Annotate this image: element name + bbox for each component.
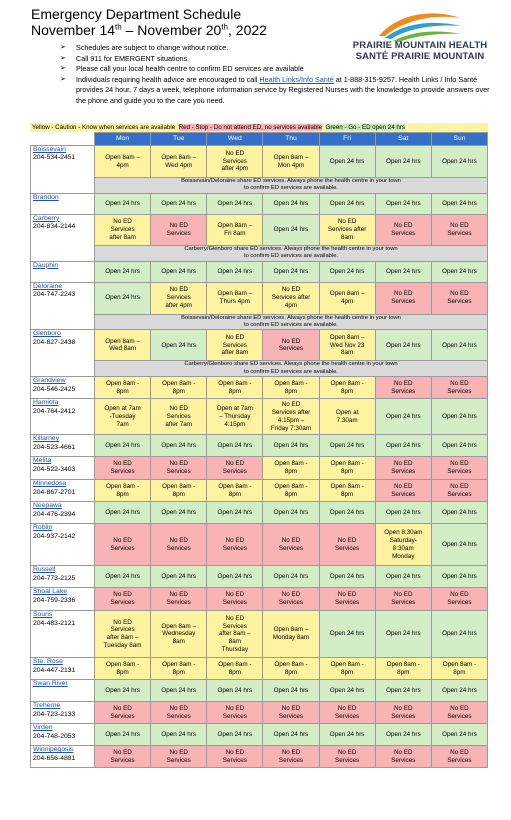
site-row <box>31 480 488 502</box>
schedule-cell: No ED Services <box>95 457 151 480</box>
schedule-cell: Open 24 hrs <box>95 724 151 746</box>
schedule-cell: Open 24 hrs <box>375 502 431 524</box>
shared-services-note: Boissevain/Deloraine share ED services. Always phone the health centre in your town to confirm ED services are available. <box>95 314 488 330</box>
schedule-cell: Open 24 hrs <box>375 724 431 746</box>
schedule-cell: Open 8am – 4pm <box>319 282 375 314</box>
site-name-link[interactable]: Treherne <box>33 702 61 710</box>
schedule-cell: No ED Services <box>431 702 487 724</box>
schedule-cell: Open 24 hrs <box>375 399 431 435</box>
schedule-cell: Open 8am - 8pm <box>151 377 207 399</box>
site-row <box>31 611 488 658</box>
day-header: Sun <box>431 133 487 146</box>
site-name-link[interactable]: Minnedosa <box>33 480 67 488</box>
site-phone: 204-773-2125 <box>33 574 76 582</box>
logo-text-fr: SANTÉ PRAIRIE MOUNTAIN <box>355 51 485 62</box>
schedule-cell: Open 8am – Wed 4pm <box>151 146 207 178</box>
site-cell <box>31 524 95 566</box>
arrow-bullet-icon: ➢ <box>60 44 66 51</box>
site-name-link[interactable]: Shoal Lake <box>33 588 68 596</box>
schedule-cell: No ED Services <box>207 702 263 724</box>
schedule-cell: No ED Services <box>375 480 431 502</box>
schedule-cell: No ED Services <box>151 746 207 768</box>
schedule-cell: Open at 7am – Thursday 4:15pm <box>207 399 263 435</box>
schedule-cell: Open 24 hrs <box>319 502 375 524</box>
schedule-cell: No ED Services <box>319 588 375 611</box>
schedule-cell: Open 24 hrs <box>431 680 487 702</box>
site-cell <box>31 588 95 611</box>
schedule-cell: No ED Services <box>375 214 431 245</box>
schedule-cell: Open 24 hrs <box>207 566 263 588</box>
site-row <box>31 524 488 566</box>
schedule-cell: Open 24 hrs <box>151 435 207 457</box>
schedule-cell: Open 24 hrs <box>151 193 207 214</box>
site-phone: 204-522-3403 <box>33 465 76 473</box>
schedule-cell: Open 8am - 8pm <box>431 658 487 680</box>
schedule-cell: Open 24 hrs <box>207 435 263 457</box>
site-cell <box>31 377 95 399</box>
schedule-cell: No ED Services <box>263 330 319 361</box>
site-name-link[interactable]: Carberry <box>33 214 60 222</box>
site-name-link[interactable]: Dauphin <box>33 261 59 269</box>
schedule-cell: Open 24 hrs <box>95 435 151 457</box>
site-row <box>31 724 488 746</box>
schedule-cell: Open 8am - 8pm <box>207 377 263 399</box>
arrow-bullet-icon: ➢ <box>60 54 66 62</box>
schedule-cell: No ED Services <box>151 588 207 611</box>
site-row <box>31 457 488 480</box>
schedule-cell: Open 24 hrs <box>95 680 151 702</box>
site-cell <box>31 193 95 214</box>
schedule-cell: Open 8am – Wed Nov 23 8am <box>319 330 375 361</box>
schedule-cell: No ED Services <box>151 457 207 480</box>
schedule-cell: Open 8am - 8pm <box>319 457 375 480</box>
schedule-cell: No ED Services <box>431 377 487 399</box>
schedule-cell: No ED Services <box>263 588 319 611</box>
schedule-cell: Open 24 hrs <box>431 724 487 746</box>
schedule-cell: Open 24 hrs <box>151 502 207 524</box>
schedule-cell: Open 24 hrs <box>263 502 319 524</box>
schedule-cell: No ED Services <box>375 746 431 768</box>
schedule-cell: Open 24 hrs <box>263 214 319 245</box>
site-row <box>31 502 488 524</box>
site-row <box>31 702 488 724</box>
schedule-cell: No ED Services <box>375 282 431 314</box>
schedule-cell: No ED Services <box>431 214 487 245</box>
schedule-cell: Open 24 hrs <box>375 193 431 214</box>
shared-services-row <box>31 178 488 194</box>
schedule-cell: Open 8am – Thurs 4pm <box>207 282 263 314</box>
schedule-cell: Open 24 hrs <box>431 435 487 457</box>
site-name-link[interactable]: Brandon <box>33 193 59 201</box>
schedule-cell: Open 24 hrs <box>375 146 431 178</box>
schedule-cell: Open 8am - 8pm <box>319 377 375 399</box>
schedule-cell: No ED Services <box>263 746 319 768</box>
site-phone: 204-523-4661 <box>33 443 76 451</box>
site-phone: 204-747-2243 <box>33 291 76 299</box>
shared-services-row <box>31 245 488 261</box>
schedule-cell: Open 24 hrs <box>263 566 319 588</box>
schedule-cell: Open 24 hrs <box>319 680 375 702</box>
schedule-cell: Open 8am - 8pm <box>207 480 263 502</box>
schedule-cell: Open 24 hrs <box>375 435 431 457</box>
site-row <box>31 566 488 588</box>
schedule-cell: Open 24 hrs <box>431 399 487 435</box>
schedule-cell: Open 8:30am Saturday- 8:30am Monday <box>375 524 431 566</box>
color-legend <box>30 123 488 132</box>
schedule-cell: No ED Services <box>151 702 207 724</box>
site-row <box>31 588 488 611</box>
schedule-cell: Open 24 hrs <box>207 261 263 282</box>
site-phone: 204-748-2053 <box>33 732 76 740</box>
site-row <box>31 330 488 361</box>
schedule-cell: Open 8am – Wednesday 8am <box>151 611 207 658</box>
schedule-cell: Open 24 hrs <box>319 566 375 588</box>
site-cell <box>31 702 95 724</box>
arrow-bullet-icon: ➢ <box>60 65 66 73</box>
legend-red: Red - Stop - Do not attend ED, no services available <box>178 124 323 131</box>
arrow-bullet-icon: ➢ <box>60 75 66 83</box>
day-header: Tue <box>151 133 207 146</box>
site-name-link[interactable]: Russell <box>33 566 56 574</box>
site-name-link[interactable]: Glenboro <box>33 330 61 338</box>
swoosh-logo-icon <box>375 8 465 42</box>
schedule-cell: Open 8am – Wed 8am <box>95 330 151 361</box>
schedule-cell: No ED Services after 4pm <box>207 146 263 178</box>
schedule-cell: Open 24 hrs <box>375 261 431 282</box>
shared-services-note: Carberry/Glenboro share ED services. Always phone the health centre in your town to confirm ED services are available. <box>95 245 488 261</box>
schedule-cell: Open 24 hrs <box>263 193 319 214</box>
site-phone: 204-827-2438 <box>33 338 76 346</box>
schedule-cell: Open 24 hrs <box>207 193 263 214</box>
legend-green: Green - Go - ED open 24 hrs <box>325 124 405 131</box>
schedule-cell: Open 24 hrs <box>319 261 375 282</box>
schedule-cell: Open 24 hrs <box>431 566 487 588</box>
site-row <box>31 193 488 214</box>
schedule-cell: No ED Services <box>431 746 487 768</box>
site-cell <box>31 330 95 377</box>
notice-item: ➢ Individuals requiring health advice are encouraged to call Health Links/Info Santé at 1-888-315-9257. Health Links / Info Santé provides 24 hour, 7 days a week, telephone information service by Registered Nurses with the knowledge to provide answers over the phone and guide you to the care you need. <box>60 74 490 105</box>
site-phone: 204-867-2701 <box>33 488 76 496</box>
schedule-cell: Open 24 hrs <box>319 193 375 214</box>
schedule-cell: No ED Services after 8am <box>95 214 151 245</box>
schedule-cell: No ED Services <box>375 457 431 480</box>
schedule-cell: No ED Services <box>151 524 207 566</box>
site-name-link[interactable]: Roblin <box>33 524 53 532</box>
schedule-cell: Open 8am – 4pm <box>95 146 151 178</box>
schedule-cell: Open 8am - 8pm <box>95 377 151 399</box>
site-cell <box>31 680 95 702</box>
day-header: Wed <box>207 133 263 146</box>
site-name-link[interactable]: Ste. Rose <box>33 658 63 666</box>
schedule-cell: Open 8am - 8pm <box>95 480 151 502</box>
site-cell <box>31 480 95 502</box>
site-name-link[interactable]: Swan River <box>33 680 68 688</box>
schedule-cell: Open 24 hrs <box>431 611 487 658</box>
site-row <box>31 377 488 399</box>
site-name-link[interactable]: Melita <box>33 457 52 465</box>
day-header: Mon <box>95 133 151 146</box>
site-row <box>31 658 488 680</box>
site-cell <box>31 502 95 524</box>
schedule-cell: Open 24 hrs <box>207 680 263 702</box>
schedule-cell: No ED Services after 4:15pm – Friday 7:30am <box>263 399 319 435</box>
shared-services-row <box>31 361 488 377</box>
schedule-cell: Open 24 hrs <box>319 146 375 178</box>
schedule-cell: No ED Services after 4pm <box>151 282 207 314</box>
schedule-cell: Open 24 hrs <box>431 330 487 361</box>
schedule-cell: Open 8am - 8pm <box>207 658 263 680</box>
day-header: Sat <box>375 133 431 146</box>
site-name-link[interactable]: Deloraine <box>33 282 63 290</box>
schedule-table <box>30 132 488 768</box>
notice-item: ➢ Schedules are subject to change without notice. <box>60 43 229 52</box>
schedule-cell: Open 24 hrs <box>431 524 487 566</box>
schedule-cell: Open 24 hrs <box>431 261 487 282</box>
schedule-cell: No ED Services after 8am – 8am Thursday <box>207 611 263 658</box>
site-row <box>31 746 488 768</box>
schedule-cell: Open at 7:30am <box>319 399 375 435</box>
site-row <box>31 282 488 314</box>
schedule-cell: Open 24 hrs <box>263 680 319 702</box>
schedule-cell: No ED Services after 8am <box>319 214 375 245</box>
site-name-link[interactable]: Souris <box>33 611 53 619</box>
schedule-cell: Open 24 hrs <box>319 724 375 746</box>
schedule-cell: No ED Services <box>263 702 319 724</box>
site-cell <box>31 457 95 480</box>
schedule-cell: Open 24 hrs <box>95 502 151 524</box>
schedule-cell: Open 24 hrs <box>95 282 151 314</box>
schedule-cell: Open 24 hrs <box>95 566 151 588</box>
site-cell <box>31 261 95 282</box>
site-cell <box>31 746 95 768</box>
site-cell <box>31 566 95 588</box>
corner-cell <box>31 133 95 146</box>
schedule-cell: No ED Services after 8am – Tuesday 8am <box>95 611 151 658</box>
schedule-cell: Open 8am - 8pm <box>151 658 207 680</box>
schedule-cell: Open 8am - 8pm <box>319 480 375 502</box>
schedule-cell: Open 8am - 8pm <box>263 377 319 399</box>
schedule-cell: Open 8am – Monday 8am <box>263 611 319 658</box>
schedule-cell: Open 24 hrs <box>431 146 487 178</box>
schedule-cell: Open 24 hrs <box>375 330 431 361</box>
date-range: November 14th – November 20th, 2022 <box>31 22 267 38</box>
schedule-cell: Open 8am - 8pm <box>263 480 319 502</box>
schedule-cell: No ED Services after 4pm <box>263 282 319 314</box>
schedule-cell: Open 24 hrs <box>151 566 207 588</box>
logo-text-en: PRAIRIE MOUNTAIN HEALTH <box>352 40 488 51</box>
schedule-cell: No ED Services <box>207 746 263 768</box>
notice-list <box>60 43 500 107</box>
schedule-cell: Open 24 hrs <box>95 193 151 214</box>
schedule-cell: No ED Services <box>319 746 375 768</box>
schedule-cell: Open 24 hrs <box>151 724 207 746</box>
schedule-cell: Open 8am - 8pm <box>263 658 319 680</box>
site-phone: 204-476-2394 <box>33 510 76 518</box>
schedule-cell: Open 8am - 8pm <box>263 457 319 480</box>
schedule-cell: No ED Services <box>263 524 319 566</box>
schedule-cell: No ED Services <box>95 588 151 611</box>
schedule-cell: No ED Services <box>207 588 263 611</box>
site-name-link[interactable]: Killarney <box>33 435 60 443</box>
schedule-cell: Open 24 hrs <box>319 611 375 658</box>
schedule-cell: Open 24 hrs <box>375 680 431 702</box>
schedule-cell: No ED Services <box>431 480 487 502</box>
schedule-cell: Open 24 hrs <box>375 566 431 588</box>
schedule-cell: Open 24 hrs <box>263 261 319 282</box>
schedule-cell: No ED Services <box>151 214 207 245</box>
schedule-cell: No ED Services <box>207 457 263 480</box>
site-name-link[interactable]: Boissevain <box>33 146 66 153</box>
schedule-cell: Open 8am – Fri 8am <box>207 214 263 245</box>
site-phone: 204-937-2142 <box>33 532 76 540</box>
schedule-cell: No ED Services <box>375 588 431 611</box>
site-cell <box>31 724 95 746</box>
page-title: Emergency Department Schedule <box>31 6 242 22</box>
schedule-cell: No ED Services <box>375 702 431 724</box>
schedule-cell: Open 24 hrs <box>151 680 207 702</box>
site-phone: 204-759-2336 <box>33 596 76 604</box>
schedule-cell: Open 24 hrs <box>151 330 207 361</box>
site-phone: 204-546-2425 <box>33 385 76 393</box>
site-row <box>31 435 488 457</box>
site-phone: 204-834-2144 <box>33 223 76 231</box>
schedule-cell: No ED Services <box>431 588 487 611</box>
schedule-cell: No ED Services <box>319 702 375 724</box>
day-header: Thu <box>263 133 319 146</box>
site-cell <box>31 282 95 330</box>
schedule-cell: No ED Services <box>319 524 375 566</box>
schedule-cell: Open 8am – Mon 4pm <box>263 146 319 178</box>
site-row <box>31 680 488 702</box>
schedule-cell: Open 8am - 8pm <box>95 658 151 680</box>
day-header: Fri <box>319 133 375 146</box>
schedule-cell: Open 24 hrs <box>207 502 263 524</box>
site-phone: 204-656-4881 <box>33 754 76 762</box>
schedule-cell: Open 24 hrs <box>319 435 375 457</box>
schedule-cell: Open 24 hrs <box>375 611 431 658</box>
health-links-link[interactable]: Health Links/Info Santé <box>259 74 334 84</box>
site-name-link[interactable]: Winnipegosis <box>33 746 74 754</box>
site-cell <box>31 658 95 680</box>
schedule-cell: Open 24 hrs <box>263 724 319 746</box>
schedule-cell: No ED Services <box>431 282 487 314</box>
schedule-cell: No ED Services after 7am <box>151 399 207 435</box>
schedule-cell: Open 8am - 8pm <box>319 658 375 680</box>
site-phone: 204-534-2451 <box>33 154 76 162</box>
legend-yellow: Yellow - Caution - Know when services are available <box>32 124 176 131</box>
site-row <box>31 214 488 245</box>
schedule-cell: No ED Services <box>431 457 487 480</box>
site-cell <box>31 399 95 435</box>
schedule-cell: Open 24 hrs <box>431 502 487 524</box>
site-row <box>31 261 488 282</box>
site-name-link[interactable]: Hamiota <box>33 399 59 407</box>
site-phone: 204-483-2121 <box>33 619 76 627</box>
schedule-cell: No ED Services <box>375 377 431 399</box>
day-header-row <box>31 133 488 146</box>
site-cell <box>31 214 95 261</box>
site-name-link[interactable]: Virden <box>33 724 53 732</box>
schedule-cell: Open at 7am -Tuesday 7am <box>95 399 151 435</box>
schedule-cell: No ED Services <box>95 524 151 566</box>
site-cell <box>31 611 95 658</box>
schedule-cell: Open 24 hrs <box>151 261 207 282</box>
site-cell <box>31 146 95 194</box>
site-phone: 204-764-2412 <box>33 407 76 415</box>
notice-item: ➢ Please call your local health centre to confirm ED services are available <box>60 64 304 74</box>
shared-services-note: Boissevain/Deloraine share ED services. Always phone the health centre in your town to confirm ED services are available. <box>95 178 488 194</box>
schedule-cell: No ED Services <box>95 702 151 724</box>
schedule-cell: Open 24 hrs <box>95 261 151 282</box>
schedule-cell: No ED Services <box>95 746 151 768</box>
notice-item: ➢ Call 911 for EMERGENT situations. <box>60 53 190 63</box>
site-cell <box>31 435 95 457</box>
site-row <box>31 146 488 178</box>
schedule-cell: Open 8am - 8pm <box>375 658 431 680</box>
schedule-cell: Open 24 hrs <box>263 435 319 457</box>
shared-services-note: Carberry/Glenboro share ED services. Always phone the health centre in your town to confirm ED services are available. <box>95 361 488 377</box>
schedule-cell: Open 24 hrs <box>207 724 263 746</box>
site-phone: 204-447-2131 <box>33 666 76 674</box>
shared-services-row <box>31 314 488 330</box>
site-name-link[interactable]: Neepawa <box>33 502 62 510</box>
schedule-cell: No ED Services after 8am <box>207 330 263 361</box>
schedule-cell: Open 24 hrs <box>431 193 487 214</box>
site-row <box>31 399 488 435</box>
schedule-cell: No ED Services <box>207 524 263 566</box>
site-name-link[interactable]: Grandview <box>33 377 66 385</box>
schedule-cell: Open 8am - 8pm <box>151 480 207 502</box>
site-phone: 204-723-2133 <box>33 710 76 718</box>
